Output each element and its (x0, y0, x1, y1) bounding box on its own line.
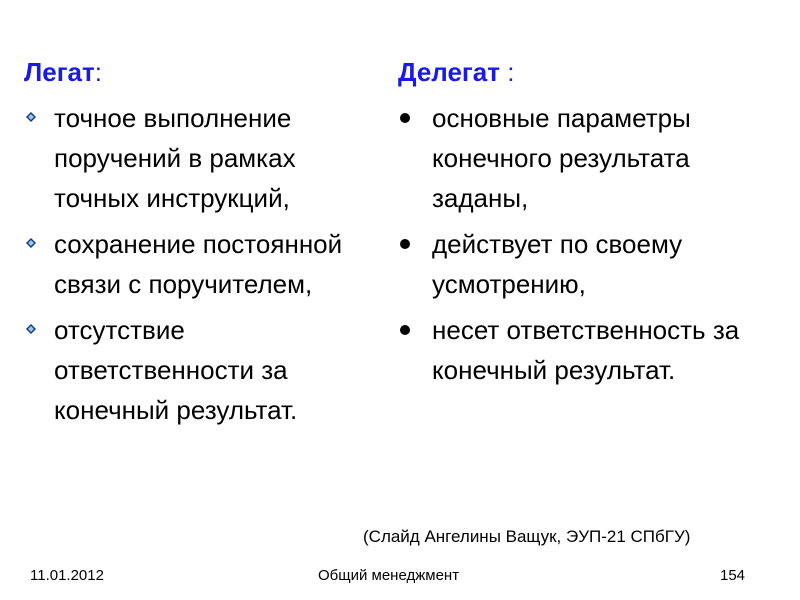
legate-heading-title: Легат (24, 57, 95, 87)
legate-heading-colon: : (94, 57, 102, 87)
legate-list (24, 98, 369, 430)
footer-title: Общий менеджмент (318, 567, 460, 584)
legate-item-text: точное выполнение поручений в рамках точных инструкций, (54, 103, 296, 213)
delegate-heading-title: Делегат (398, 57, 500, 87)
delegate-heading-colon: : (499, 57, 515, 87)
delegate-item-text: действует по своему усмотрению, (432, 229, 683, 299)
delegate-heading (398, 52, 783, 92)
slide-credit: (Слайд Ангелины Ващук, ЭУП-21 СПбГУ) (363, 527, 691, 546)
dot-bullet-icon (400, 239, 410, 249)
legate-column (24, 52, 369, 436)
footer-date: 11.01.2012 (30, 567, 104, 584)
delegate-item-text: основные параметры конечного результата заданы, (432, 103, 691, 213)
diamond-bullet-icon (26, 112, 36, 122)
legate-item-text: отсутствие ответственности за конечный результат. (54, 315, 298, 425)
dot-bullet-icon (400, 113, 410, 123)
legate-list-item (24, 310, 369, 430)
diamond-bullet-icon (26, 238, 36, 248)
footer-page-number: 154 (720, 567, 746, 584)
legate-list-item (24, 224, 369, 304)
delegate-item-text: несет ответственность за конечный результат. (432, 315, 740, 385)
delegate-list-item (398, 310, 783, 390)
legate-item-text: сохранение постоянной связи с поручителем, (54, 229, 343, 299)
delegate-list-item (398, 224, 783, 304)
delegate-list-item (398, 98, 783, 218)
delegate-column (398, 52, 783, 396)
dot-bullet-icon (400, 325, 410, 335)
delegate-list (398, 98, 783, 390)
legate-list-item (24, 98, 369, 218)
legate-heading (24, 52, 369, 92)
diamond-bullet-icon (26, 324, 36, 334)
